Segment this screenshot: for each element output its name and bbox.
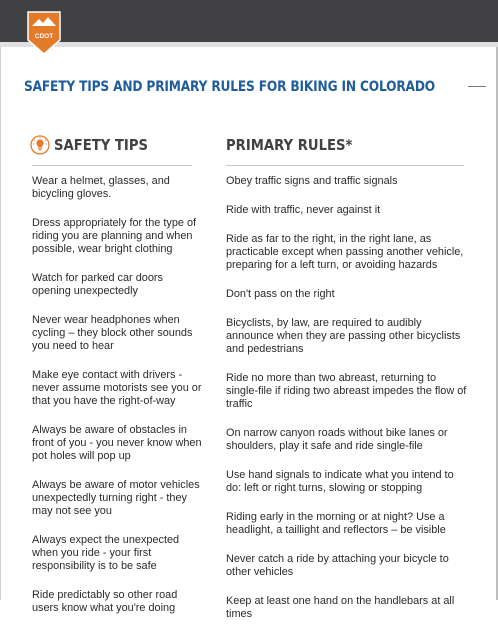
- list-item: Ride as far to the right, in the right lane, as practicable except when passing another vehicle, preparing for a left turn, or avoiding hazards: [226, 233, 464, 271]
- list-item: Never wear headphones when cycling – they block other sounds you need to hear: [32, 314, 193, 352]
- list-item: Ride with traffic, never against it: [226, 204, 381, 216]
- cdot-logo: [26, 10, 62, 56]
- list-item: Ride predictably so other road users know what you're doing: [32, 589, 178, 614]
- header-accent-bar: [0, 42, 498, 47]
- primary-rules-header: [226, 131, 471, 159]
- list-item: On narrow canyon roads without bike lanes or shoulders, play it safe and ride single-file: [226, 427, 448, 452]
- list-item: Always expect the unexpected when you ride - your first responsibility is to be safe: [32, 534, 180, 572]
- list-item: Bicyclists, by law, are required to audibly announce when they are passing other bicyclists and pedestrians: [226, 317, 461, 355]
- list-item: Ride no more than two abreast, returning to single-file if riding two abreast impedes the flow of traffic: [226, 372, 467, 410]
- list-item: Never catch a ride by attaching your bicycle to other vehicles: [226, 553, 449, 578]
- list-item: Don't pass on the right: [226, 288, 335, 300]
- header-bar: [0, 0, 498, 42]
- safety-tips-column: [32, 131, 202, 631]
- safety-tips-header: [32, 131, 202, 159]
- primary-rules-divider: [226, 165, 464, 166]
- list-item: Watch for parked car doors opening unexpectedly: [32, 272, 163, 297]
- primary-rules-heading: PRIMARY RULES*: [226, 136, 353, 154]
- lightbulb-icon: [30, 135, 50, 155]
- title-row: [24, 76, 484, 98]
- list-item: Wear a helmet, glasses, and bicycling gloves.: [32, 175, 170, 200]
- list-item: Dress appropriately for the type of riding you are planning and when possible, wear bright clothing: [32, 217, 197, 255]
- page-title: SAFETY TIPS AND PRIMARY RULES FOR BIKING IN COLORADO: [24, 79, 435, 95]
- safety-tips-heading: SAFETY TIPS: [54, 136, 149, 154]
- list-item: Obey traffic signs and traffic signals: [226, 175, 398, 187]
- logo-text: CDOT: [34, 33, 54, 40]
- list-item: Use hand signals to indicate what you intend to do: left or right turns, slowing or stopping: [226, 469, 454, 494]
- list-item: Always be aware of obstacles in front of you - you never know when pot holes will pop up: [32, 424, 202, 462]
- primary-rules-list: [226, 175, 471, 621]
- page-edge-left: [0, 0, 1, 600]
- list-item: Always be aware of motor vehicles unexpectedly turning right - they may not see you: [32, 479, 200, 517]
- list-item: Keep at least one hand on the handlebars at all times: [226, 595, 455, 620]
- primary-rules-column: [226, 131, 471, 637]
- safety-tips-list: [32, 175, 202, 615]
- title-rule: [468, 86, 486, 87]
- safety-tips-divider: [32, 165, 192, 166]
- list-item: Make eye contact with drivers - never assume motorists see you or that you have the right-of-way: [32, 369, 202, 407]
- list-item: Riding early in the morning or at night? Use a headlight, a taillight and reflectors – be visible: [226, 511, 446, 536]
